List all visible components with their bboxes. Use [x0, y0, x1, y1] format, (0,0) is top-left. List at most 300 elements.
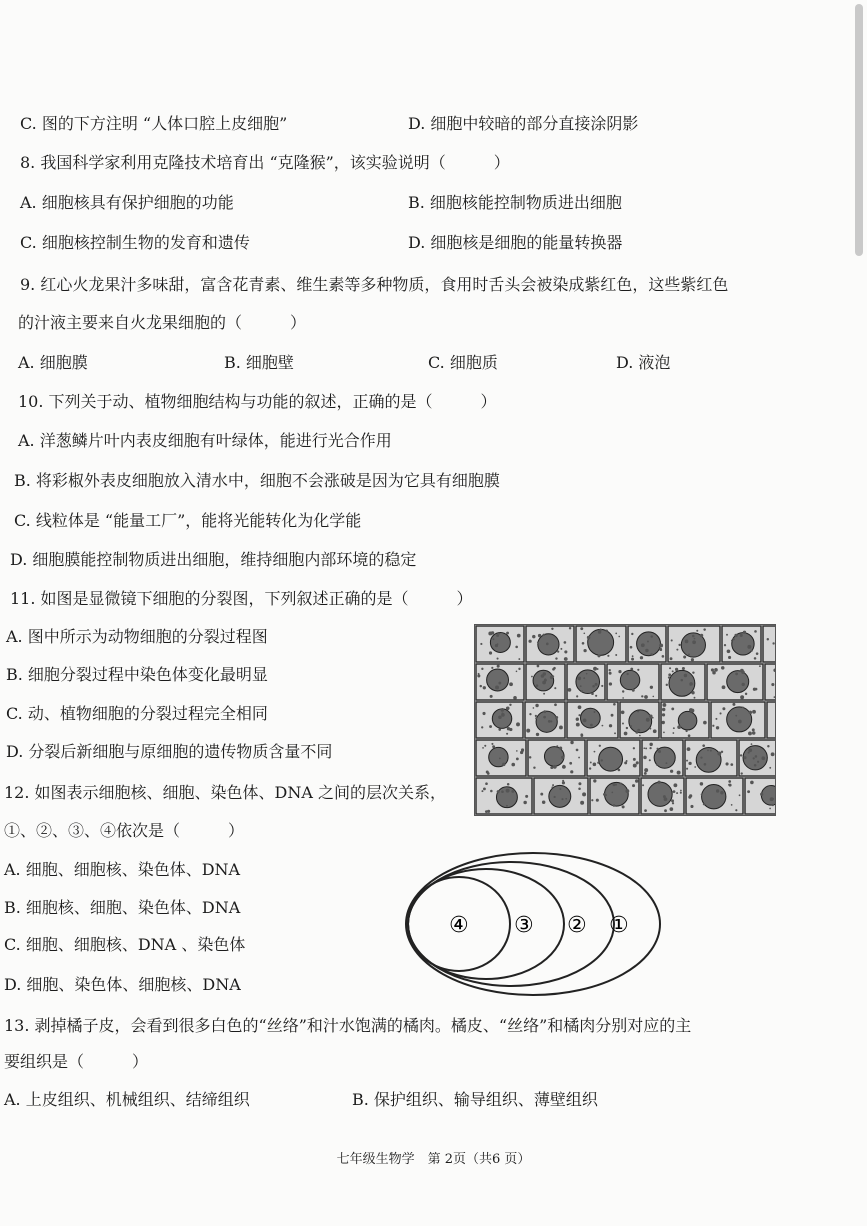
- texture-dot: [548, 720, 551, 723]
- texture-dot: [516, 722, 520, 726]
- texture-dot: [633, 758, 636, 761]
- texture-dot: [483, 686, 486, 689]
- texture-dot: [672, 670, 674, 672]
- cell-nucleus: [648, 782, 672, 806]
- texture-dot: [662, 713, 665, 716]
- texture-dot: [485, 782, 488, 785]
- texture-dot: [643, 747, 645, 749]
- texture-dot: [632, 655, 634, 657]
- texture-dot: [625, 789, 629, 793]
- texture-dot: [516, 671, 518, 673]
- texture-dot: [730, 763, 733, 766]
- texture-dot: [751, 650, 753, 652]
- texture-dot: [561, 798, 563, 800]
- texture-dot: [553, 667, 556, 670]
- texture-dot: [589, 767, 591, 769]
- texture-dot: [516, 757, 519, 760]
- texture-dot: [532, 635, 535, 638]
- texture-dot: [583, 649, 586, 652]
- texture-dot: [742, 683, 745, 686]
- texture-dot: [686, 768, 688, 770]
- texture-dot: [555, 657, 557, 659]
- texture-dot: [580, 734, 583, 737]
- texture-dot: [559, 788, 561, 790]
- text-line-q7d: D. 细胞中较暗的部分直接涂阴影: [408, 114, 639, 133]
- texture-dot: [593, 779, 596, 782]
- texture-dot: [528, 640, 531, 643]
- text-line-q11b: B. 细胞分裂过程中染色体变化最明显: [6, 665, 268, 684]
- texture-dot: [701, 794, 703, 796]
- texture-dot: [740, 695, 744, 699]
- texture-dot: [669, 807, 673, 811]
- texture-dot: [587, 636, 590, 639]
- texture-dot: [498, 728, 501, 731]
- texture-dot: [501, 790, 504, 793]
- texture-dot: [550, 720, 552, 722]
- texture-dot: [496, 634, 499, 637]
- texture-dot: [609, 669, 611, 671]
- texture-dot: [543, 710, 546, 713]
- texture-dot: [626, 760, 628, 762]
- texture-dot: [612, 783, 615, 786]
- texture-dot: [747, 645, 751, 649]
- texture-dot: [590, 762, 592, 764]
- text-line-q12oc: C. 细胞、细胞核、DNA 、染色体: [4, 935, 246, 954]
- texture-dot: [542, 801, 545, 804]
- texture-dot: [714, 668, 718, 672]
- texture-dot: [614, 732, 616, 734]
- texture-dot: [502, 763, 505, 766]
- texture-dot: [529, 756, 531, 758]
- texture-dot: [554, 687, 556, 689]
- texture-dot: [676, 649, 678, 651]
- texture-dot: [717, 752, 721, 756]
- texture-dot: [757, 761, 759, 763]
- texture-dot: [591, 799, 593, 801]
- texture-dot: [741, 670, 744, 673]
- texture-dot: [580, 685, 582, 687]
- texture-dot: [710, 750, 712, 752]
- texture-dot: [656, 764, 658, 766]
- texture-dot: [647, 641, 649, 643]
- texture-dot: [511, 790, 514, 793]
- texture-dot: [644, 772, 647, 775]
- texture-dot: [732, 703, 735, 706]
- texture-dot: [741, 772, 743, 774]
- text-line-q9od: D. 液泡: [616, 353, 671, 372]
- texture-dot: [615, 654, 617, 656]
- texture-dot: [506, 805, 508, 807]
- texture-dot: [543, 716, 546, 719]
- texture-dot: [482, 712, 485, 715]
- cell-nucleus: [599, 747, 623, 771]
- text-line-q12b: ①、②、③、④依次是（ ）: [4, 821, 245, 840]
- texture-dot: [550, 766, 553, 769]
- texture-dot: [602, 725, 604, 727]
- label-4: ④: [449, 913, 469, 938]
- texture-dot: [582, 642, 585, 645]
- texture-dot: [721, 666, 724, 669]
- texture-dot: [497, 790, 500, 793]
- texture-dot: [487, 772, 490, 775]
- texture-dot: [526, 729, 530, 733]
- texture-dot: [535, 717, 537, 719]
- texture-dot: [595, 683, 598, 686]
- texture-dot: [480, 685, 482, 687]
- texture-dot: [635, 779, 639, 783]
- texture-dot: [754, 764, 757, 767]
- texture-dot: [570, 741, 573, 744]
- texture-dot: [493, 638, 495, 640]
- texture-dot: [491, 667, 493, 669]
- texture-dot: [639, 735, 641, 737]
- texture-dot: [745, 693, 747, 695]
- texture-dot: [578, 757, 580, 759]
- texture-dot: [722, 685, 726, 689]
- texture-dot: [694, 697, 696, 699]
- texture-dot: [559, 726, 563, 730]
- texture-dot: [497, 658, 499, 660]
- texture-dot: [750, 781, 754, 785]
- texture-dot: [553, 796, 555, 798]
- texture-dot: [700, 782, 703, 785]
- texture-dot: [562, 780, 564, 782]
- texture-dot: [497, 665, 500, 668]
- texture-dot: [681, 679, 684, 682]
- texture-dot: [767, 638, 769, 640]
- texture-dot: [622, 697, 624, 699]
- texture-dot: [675, 668, 678, 671]
- texture-dot: [673, 727, 675, 729]
- texture-dot: [578, 782, 581, 785]
- texture-dot: [613, 804, 616, 807]
- texture-dot: [663, 795, 666, 798]
- cell-nucleus: [620, 670, 639, 689]
- texture-dot: [484, 745, 486, 747]
- texture-dot: [740, 754, 742, 756]
- texture-dot: [716, 789, 719, 792]
- texture-dot: [662, 655, 665, 658]
- texture-dot: [649, 743, 652, 746]
- texture-dot: [649, 727, 651, 729]
- text-line-q9oa: A. 细胞膜: [18, 353, 88, 372]
- texture-dot: [554, 703, 557, 706]
- texture-dot: [576, 723, 580, 727]
- texture-dot: [734, 634, 737, 637]
- texture-dot: [597, 654, 600, 657]
- texture-dot: [700, 634, 703, 637]
- texture-dot: [483, 787, 486, 790]
- texture-dot: [712, 725, 714, 727]
- texture-dot: [489, 651, 492, 654]
- texture-dot: [516, 750, 518, 752]
- texture-dot: [729, 784, 732, 787]
- texture-dot: [761, 756, 765, 760]
- texture-dot: [637, 729, 640, 732]
- texture-dot: [605, 629, 608, 632]
- texture-dot: [728, 780, 731, 783]
- texture-dot: [645, 649, 648, 652]
- texture-dot: [631, 633, 633, 635]
- texture-dot: [518, 668, 520, 670]
- texture-dot: [499, 633, 501, 635]
- texture-dot: [576, 749, 579, 752]
- texture-dot: [590, 724, 593, 727]
- texture-dot: [576, 718, 579, 721]
- texture-dot: [658, 750, 661, 753]
- texture-dot: [611, 714, 614, 717]
- texture-dot: [551, 786, 553, 788]
- texture-dot: [680, 790, 682, 792]
- texture-dot: [752, 731, 756, 735]
- scrollbar[interactable]: [855, 4, 863, 256]
- texture-dot: [649, 714, 652, 717]
- texture-dot: [690, 684, 692, 686]
- texture-dot: [685, 639, 689, 643]
- texture-dot: [597, 668, 599, 670]
- texture-dot: [684, 674, 688, 678]
- texture-dot: [686, 760, 688, 762]
- texture-dot: [491, 743, 493, 745]
- texture-dot: [657, 781, 660, 784]
- texture-dot: [721, 751, 723, 753]
- texture-dot: [722, 707, 725, 710]
- text-line-q9ob: B. 细胞壁: [224, 353, 294, 372]
- texture-dot: [662, 708, 665, 711]
- text-line-q9oc: C. 细胞质: [428, 353, 498, 372]
- text-line-q8a: A. 细胞核具有保护细胞的功能: [20, 193, 234, 212]
- texture-dot: [748, 731, 752, 735]
- texture-dot: [594, 751, 596, 753]
- text-line-q13ob: B. 保护组织、输导组织、薄壁组织: [352, 1090, 598, 1109]
- texture-dot: [564, 657, 568, 661]
- texture-dot: [506, 733, 508, 735]
- texture-dot: [742, 707, 744, 709]
- texture-dot: [518, 658, 520, 660]
- cell-nucleus: [490, 632, 510, 652]
- texture-dot: [753, 688, 756, 691]
- texture-dot: [601, 685, 603, 687]
- texture-dot: [490, 695, 493, 698]
- texture-dot: [688, 654, 690, 656]
- texture-dot: [565, 798, 567, 800]
- texture-dot: [752, 728, 755, 731]
- texture-dot: [641, 643, 645, 647]
- texture-dot: [540, 793, 543, 796]
- texture-dot: [692, 671, 694, 673]
- texture-dot: [772, 642, 774, 644]
- texture-dot: [580, 801, 584, 805]
- texture-dot: [624, 732, 628, 736]
- texture-dot: [694, 638, 696, 640]
- texture-dot: [665, 762, 667, 764]
- text-line-q8d: D. 细胞核是细胞的能量转换器: [408, 233, 623, 252]
- texture-dot: [595, 695, 597, 697]
- texture-dot: [630, 668, 633, 671]
- texture-dot: [490, 790, 493, 793]
- texture-dot: [555, 716, 558, 719]
- texture-dot: [668, 676, 670, 678]
- texture-dot: [682, 667, 685, 670]
- texture-dot: [720, 791, 723, 794]
- texture-dot: [652, 696, 654, 698]
- texture-dot: [593, 763, 597, 767]
- texture-dot: [507, 727, 510, 730]
- texture-dot: [491, 631, 494, 634]
- texture-dot: [597, 762, 599, 764]
- texture-dot: [533, 766, 535, 768]
- text-line-q8c: C. 细胞核控制生物的发育和遗传: [20, 233, 250, 252]
- texture-dot: [653, 729, 657, 733]
- text-line-q13a: 13. 剥掉橘子皮，会看到很多白色的“丝络”和汁水饱满的橘肉。橘皮、“丝络”和橘肉分别对应的主: [4, 1016, 692, 1035]
- texture-dot: [538, 634, 541, 637]
- texture-dot: [683, 656, 686, 659]
- texture-dot: [691, 658, 694, 661]
- texture-dot: [615, 633, 617, 635]
- text-line-q12oa: A. 细胞、细胞核、染色体、DNA: [4, 860, 241, 879]
- texture-dot: [533, 707, 535, 709]
- cell-nucleus: [702, 784, 726, 808]
- texture-dot: [581, 690, 583, 692]
- texture-dot: [719, 712, 721, 714]
- texture-dot: [703, 721, 707, 725]
- texture-dot: [642, 784, 644, 786]
- texture-dot: [487, 810, 490, 813]
- texture-dot: [499, 757, 501, 759]
- texture-dot: [607, 655, 609, 657]
- texture-dot: [622, 723, 624, 725]
- texture-dot: [506, 706, 510, 710]
- cell-nucleus: [492, 709, 511, 728]
- texture-dot: [560, 648, 562, 650]
- texture-dot: [727, 649, 731, 653]
- texture-dot: [495, 686, 499, 690]
- texture-dot: [609, 682, 612, 685]
- text-line-q11: 11. 如图是显微镜下细胞的分裂图，下列叙述正确的是（ ）: [10, 589, 473, 608]
- texture-dot: [716, 726, 719, 729]
- texture-dot: [749, 711, 753, 715]
- texture-dot: [536, 733, 539, 736]
- texture-dot: [620, 782, 622, 784]
- label-3: ③: [514, 913, 534, 938]
- texture-dot: [482, 747, 484, 749]
- texture-dot: [557, 650, 559, 652]
- texture-dot: [477, 674, 480, 677]
- texture-dot: [537, 665, 540, 668]
- texture-dot: [605, 794, 607, 796]
- text-line-q10b: B. 将彩椒外表皮细胞放入清水中，细胞不会涨破是因为它具有细胞膜: [14, 471, 500, 490]
- texture-dot: [743, 756, 746, 759]
- texture-dot: [643, 756, 647, 760]
- texture-dot: [535, 704, 538, 707]
- texture-dot: [662, 721, 665, 724]
- texture-dot: [583, 677, 585, 679]
- texture-dot: [728, 656, 731, 659]
- texture-dot: [754, 657, 757, 660]
- texture-dot: [621, 710, 625, 714]
- texture-dot: [659, 643, 663, 647]
- texture-dot: [525, 795, 528, 798]
- texture-dot: [650, 686, 653, 689]
- texture-dot: [577, 676, 581, 680]
- texture-dot: [666, 684, 668, 686]
- texture-dot: [651, 635, 653, 637]
- texture-dot: [676, 792, 678, 794]
- texture-dot: [593, 667, 597, 671]
- texture-dot: [711, 668, 714, 671]
- text-line-q8b: B. 细胞核能控制物质进出细胞: [408, 193, 622, 212]
- text-line-q10d: D. 细胞膜能控制物质进出细胞，维持细胞内部环境的稳定: [10, 550, 417, 569]
- texture-dot: [568, 688, 572, 692]
- texture-dot: [513, 696, 517, 700]
- texture-dot: [640, 656, 643, 659]
- texture-dot: [492, 745, 495, 748]
- text-line-q9a: 9. 红心火龙果汁多味甜，富含花青素、维生素等多种物质，食用时舌头会被染成紫红色，这些紫红色: [20, 275, 729, 294]
- texture-dot: [703, 803, 705, 805]
- texture-dot: [569, 762, 572, 765]
- texture-dot: [536, 684, 539, 687]
- text-line-q10a: A. 洋葱鳞片叶内表皮细胞有叶绿体，能进行光合作用: [18, 431, 392, 450]
- texture-dot: [599, 629, 601, 631]
- texture-dot: [673, 790, 676, 793]
- texture-dot: [680, 792, 682, 794]
- texture-dot: [743, 631, 746, 634]
- texture-dot: [556, 745, 558, 747]
- texture-dot: [688, 734, 691, 737]
- microscope-cell-division-image: [474, 624, 776, 816]
- texture-dot: [637, 669, 639, 671]
- texture-dot: [637, 710, 639, 712]
- texture-dot: [672, 802, 674, 804]
- texture-dot: [740, 634, 743, 637]
- texture-dot: [646, 718, 650, 722]
- texture-dot: [546, 643, 549, 646]
- texture-dot: [609, 724, 612, 727]
- texture-dot: [501, 708, 505, 712]
- texture-dot: [748, 752, 750, 754]
- text-line-q8: 8. 我国科学家利用克隆技术培育出 “克隆猴”，该实验说明（ ）: [20, 153, 510, 172]
- text-line-q9b: 的汁液主要来自火龙果细胞的（ ）: [18, 313, 307, 332]
- texture-dot: [671, 639, 673, 641]
- texture-dot: [735, 715, 737, 717]
- texture-dot: [593, 711, 595, 713]
- texture-dot: [543, 672, 546, 675]
- texture-dot: [663, 732, 665, 734]
- texture-dot: [739, 794, 741, 796]
- texture-dot: [738, 720, 742, 724]
- texture-dot: [481, 668, 483, 670]
- texture-dot: [515, 646, 518, 649]
- texture-dot: [564, 641, 567, 644]
- texture-dot: [689, 794, 692, 797]
- texture-dot: [537, 642, 539, 644]
- texture-dot: [543, 693, 545, 695]
- texture-dot: [752, 710, 756, 714]
- texture-dot: [626, 727, 628, 729]
- text-line-q11d: D. 分裂后新细胞与原细胞的遗传物质含量不同: [6, 742, 333, 761]
- texture-dot: [535, 715, 537, 717]
- texture-dot: [559, 746, 562, 749]
- cell-nucleus: [604, 782, 628, 806]
- text-line-q13oa: A. 上皮组织、机械组织、结缔组织: [4, 1090, 250, 1109]
- texture-dot: [731, 804, 733, 806]
- text-line-q12ob: B. 细胞核、细胞、染色体、DNA: [4, 898, 241, 917]
- texture-dot: [495, 644, 498, 647]
- texture-dot: [489, 725, 492, 728]
- text-line-q10c: C. 线粒体是 “能量工厂”，能将光能转化为化学能: [14, 511, 362, 530]
- texture-dot: [687, 747, 691, 751]
- texture-dot: [633, 747, 635, 749]
